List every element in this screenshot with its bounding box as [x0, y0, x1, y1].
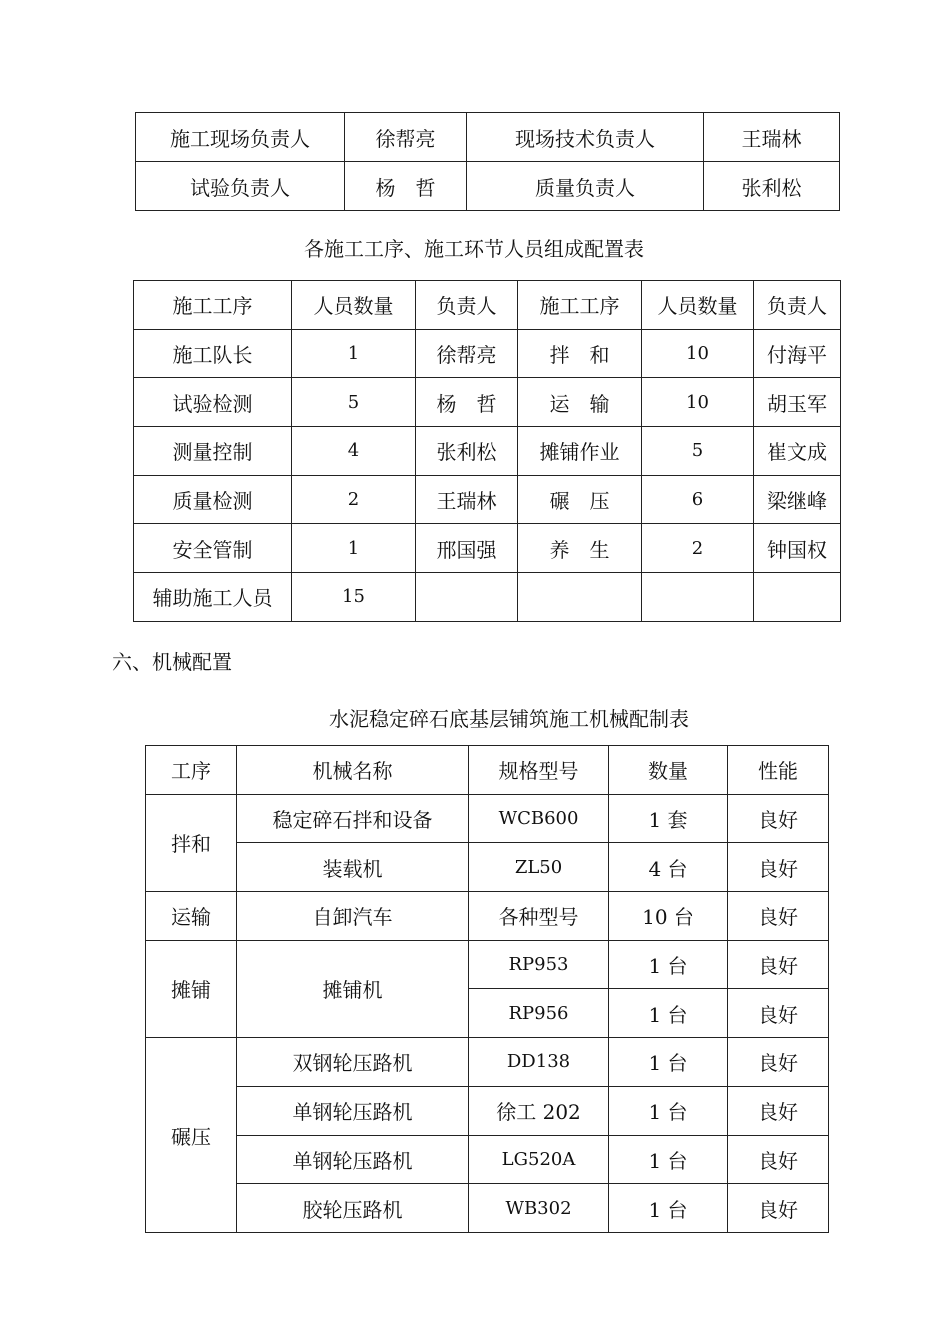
table-header-row [146, 746, 829, 795]
column-header: 人员数量 [292, 281, 416, 330]
table-cell: 5 [642, 427, 754, 476]
column-header: 人员数量 [642, 281, 754, 330]
machine-name-cell: 双钢轮压路机 [237, 1038, 469, 1087]
table-header-row [134, 281, 841, 330]
table-cell: 胡玉军 [754, 378, 841, 427]
table-cell: 杨 哲 [345, 162, 467, 211]
model-cell: WCB600 [469, 794, 609, 843]
table-cell: 4 [292, 427, 416, 476]
table-row [134, 475, 841, 524]
table-cell: 王瑞林 [416, 475, 518, 524]
table-row [146, 892, 829, 941]
table-cell [642, 573, 754, 622]
table-cell [518, 573, 642, 622]
table-cell [754, 573, 841, 622]
performance-cell: 良好 [728, 1038, 829, 1087]
table-row [134, 524, 841, 573]
model-cell: WB302 [469, 1184, 609, 1233]
personnel-table-title: 各施工工序、施工环节人员组成配置表 [304, 237, 644, 261]
quantity-cell: 1 台 [609, 1135, 728, 1184]
machine-name-cell: 自卸汽车 [237, 892, 469, 941]
table-cell: 张利松 [704, 162, 840, 211]
table-row [146, 1135, 829, 1184]
model-cell: RP953 [469, 940, 609, 989]
column-header: 负责人 [754, 281, 841, 330]
table-row [146, 843, 829, 892]
performance-cell: 良好 [728, 1184, 829, 1233]
machinery-table [145, 745, 829, 1233]
table-cell: 测量控制 [134, 427, 292, 476]
performance-cell: 良好 [728, 1135, 829, 1184]
model-cell: ZL50 [469, 843, 609, 892]
performance-cell: 良好 [728, 794, 829, 843]
quantity-cell: 1 台 [609, 1086, 728, 1135]
table-cell: 10 [642, 329, 754, 378]
table-cell: 梁继峰 [754, 475, 841, 524]
model-cell: 徐工 202 [469, 1086, 609, 1135]
table-cell: 养 生 [518, 524, 642, 573]
machinery-table-title: 水泥稳定碎石底基层铺筑施工机械配制表 [329, 707, 689, 731]
table-cell: 2 [292, 475, 416, 524]
quantity-cell: 1 台 [609, 940, 728, 989]
process-cell: 运输 [146, 892, 237, 941]
table-cell: 杨 哲 [416, 378, 518, 427]
table-cell: 摊铺作业 [518, 427, 642, 476]
table-row [134, 427, 841, 476]
performance-cell: 良好 [728, 989, 829, 1038]
table-cell: 2 [642, 524, 754, 573]
table-cell: 10 [642, 378, 754, 427]
column-header: 工序 [146, 746, 237, 795]
process-cell: 碾压 [146, 1038, 237, 1233]
table-cell [416, 573, 518, 622]
column-header: 性能 [728, 746, 829, 795]
column-header: 负责人 [416, 281, 518, 330]
table-cell: 试验检测 [134, 378, 292, 427]
table-cell: 质量负责人 [467, 162, 704, 211]
table-cell: 1 [292, 524, 416, 573]
table-cell: 运 输 [518, 378, 642, 427]
table-cell: 1 [292, 329, 416, 378]
section-heading: 六、机械配置 [112, 650, 232, 674]
table-cell: 拌 和 [518, 329, 642, 378]
machine-name-cell: 胶轮压路机 [237, 1184, 469, 1233]
machine-name-cell: 单钢轮压路机 [237, 1135, 469, 1184]
table-row [146, 1086, 829, 1135]
table-row [134, 329, 841, 378]
table-cell: 王瑞林 [704, 113, 840, 162]
table-row [146, 1038, 829, 1087]
machine-name-cell: 装载机 [237, 843, 469, 892]
machine-name-cell: 稳定碎石拌和设备 [237, 794, 469, 843]
table-cell: 辅助施工人员 [134, 573, 292, 622]
quantity-cell: 1 台 [609, 1184, 728, 1233]
quantity-cell: 4 台 [609, 843, 728, 892]
column-header: 数量 [609, 746, 728, 795]
process-cell: 摊铺 [146, 940, 237, 1037]
table-row [146, 940, 829, 989]
machine-name-cell: 单钢轮压路机 [237, 1086, 469, 1135]
performance-cell: 良好 [728, 1086, 829, 1135]
model-cell: DD138 [469, 1038, 609, 1087]
table-cell: 邢国强 [416, 524, 518, 573]
column-header: 施工工序 [518, 281, 642, 330]
table-cell: 试验负责人 [136, 162, 345, 211]
table-cell: 施工队长 [134, 329, 292, 378]
model-cell: 各种型号 [469, 892, 609, 941]
model-cell: RP956 [469, 989, 609, 1038]
column-header: 施工工序 [134, 281, 292, 330]
table-row [146, 1184, 829, 1233]
performance-cell: 良好 [728, 892, 829, 941]
table-cell: 徐帮亮 [416, 329, 518, 378]
table-cell: 6 [642, 475, 754, 524]
responsibility-table [135, 112, 840, 211]
table-row [134, 573, 841, 622]
table-row [134, 378, 841, 427]
performance-cell: 良好 [728, 940, 829, 989]
table-row [136, 113, 840, 162]
table-cell: 钟国权 [754, 524, 841, 573]
personnel-table [133, 280, 841, 622]
column-header: 规格型号 [469, 746, 609, 795]
table-cell: 张利松 [416, 427, 518, 476]
quantity-cell: 10 台 [609, 892, 728, 941]
table-row [146, 794, 829, 843]
table-cell: 安全管制 [134, 524, 292, 573]
table-row [136, 162, 840, 211]
performance-cell: 良好 [728, 843, 829, 892]
table-cell: 徐帮亮 [345, 113, 467, 162]
quantity-cell: 1 台 [609, 989, 728, 1038]
table-cell: 施工现场负责人 [136, 113, 345, 162]
quantity-cell: 1 台 [609, 1038, 728, 1087]
table-cell: 15 [292, 573, 416, 622]
model-cell: LG520A [469, 1135, 609, 1184]
column-header: 机械名称 [237, 746, 469, 795]
machine-name-cell: 摊铺机 [237, 940, 469, 1037]
table-cell: 现场技术负责人 [467, 113, 704, 162]
table-cell: 付海平 [754, 329, 841, 378]
table-cell: 碾 压 [518, 475, 642, 524]
table-cell: 质量检测 [134, 475, 292, 524]
quantity-cell: 1 套 [609, 794, 728, 843]
table-cell: 崔文成 [754, 427, 841, 476]
table-cell: 5 [292, 378, 416, 427]
process-cell: 拌和 [146, 794, 237, 891]
